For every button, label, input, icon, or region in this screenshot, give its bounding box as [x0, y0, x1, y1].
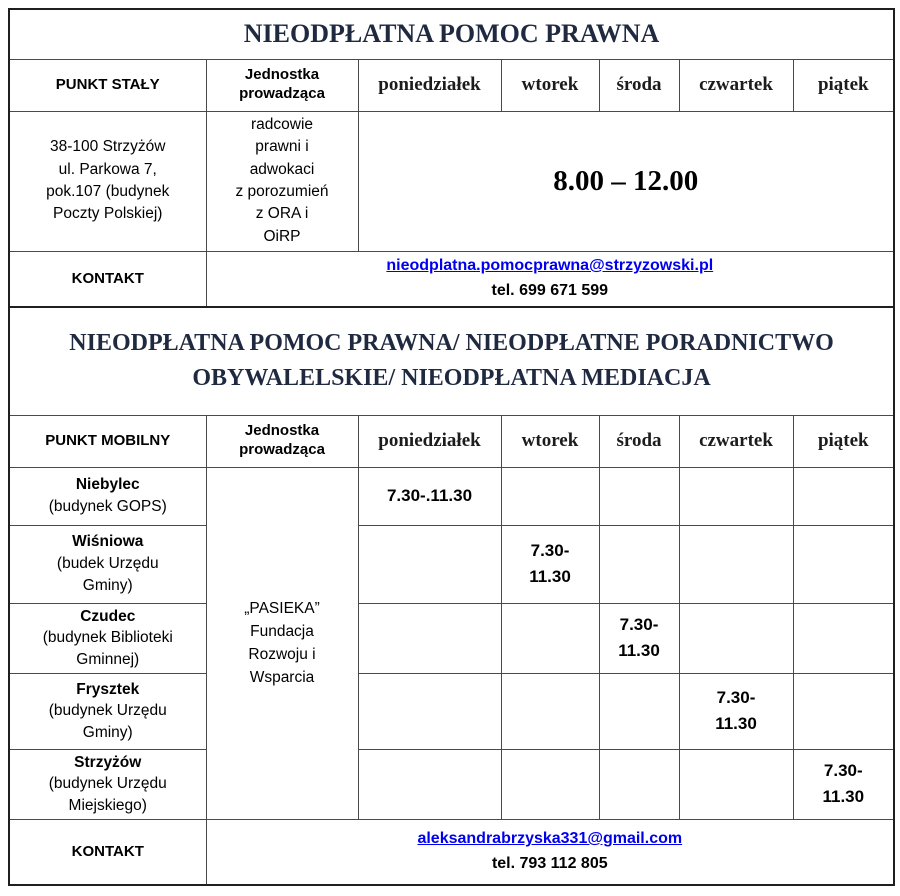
- location-cell-wisniowa: [9, 525, 206, 603]
- location-name: Wiśniowa: [72, 533, 144, 551]
- time-cell-wisniowa-wtorek: 7.30- 11.30: [501, 525, 599, 603]
- table2-email-link[interactable]: aleksandrabrzyska331@gmail.com: [417, 830, 683, 848]
- empty-cell: [599, 525, 679, 603]
- table1-header-day-piatek: piątek: [793, 59, 894, 111]
- empty-cell: [501, 467, 599, 525]
- empty-cell: [358, 603, 501, 673]
- table2-row-czudec: [9, 603, 894, 673]
- empty-cell: [679, 467, 793, 525]
- table2-header-day-piatek: piątek: [793, 415, 894, 467]
- table1-title-row: [9, 9, 894, 59]
- table2-header-day-sroda: środa: [599, 415, 679, 467]
- table2-row-strzyzow: [9, 749, 894, 819]
- time-cell-frysztek-czwartek: 7.30- 11.30: [679, 673, 793, 749]
- time-cell-czudec-sroda: 7.30- 11.30: [599, 603, 679, 673]
- table1-phone: tel. 699 671 599: [491, 281, 609, 299]
- table1-kontakt-row: [9, 251, 894, 307]
- location-sub: (budynek Urzędu Gminy): [48, 702, 167, 741]
- punkt-mobilny-provider: „PASIEKA” Fundacja Rozwoju i Wsparcia: [206, 467, 358, 819]
- table1-header-day-czwartek: czwartek: [679, 59, 793, 111]
- empty-cell: [358, 525, 501, 603]
- time-cell-niebylec-poniedzialek: 7.30-.11.30: [358, 467, 501, 525]
- location-sub: (budynek GOPS): [48, 498, 167, 515]
- table1-title: NIEODPŁATNA POMOC PRAWNA: [9, 9, 894, 59]
- table2-header-day-czwartek: czwartek: [679, 415, 793, 467]
- table2-kontakt-label: KONTAKT: [9, 819, 206, 885]
- table1-kontakt-label: KONTAKT: [9, 251, 206, 307]
- table1-header-day-wtorek: wtorek: [501, 59, 599, 111]
- table2-title-line2: OBYWALELSKIE/ NIEODPŁATNA MEDIACJA: [192, 365, 711, 392]
- table2-title: [9, 307, 894, 415]
- empty-cell: [679, 525, 793, 603]
- empty-cell: [679, 603, 793, 673]
- table2-title-row: [9, 307, 894, 415]
- empty-cell: [599, 673, 679, 749]
- table1-header-day-poniedzialek: poniedziałek: [358, 59, 501, 111]
- location-name: Niebylec: [75, 476, 140, 494]
- table1-header-day-sroda: środa: [599, 59, 679, 111]
- empty-cell: [679, 749, 793, 819]
- empty-cell: [599, 749, 679, 819]
- empty-cell: [793, 673, 894, 749]
- table1-header-punkt-staly: PUNKT STAŁY: [9, 59, 206, 111]
- punkt-staly-hours: 8.00 – 12.00: [358, 111, 894, 251]
- location-name: Strzyżów: [74, 753, 142, 771]
- location-sub: (budynek Biblioteki Gminnej): [42, 629, 173, 668]
- table2-row-frysztek: [9, 673, 894, 749]
- empty-cell: [501, 749, 599, 819]
- empty-cell: [358, 749, 501, 819]
- empty-cell: [793, 467, 894, 525]
- table1-header-row: [9, 59, 894, 111]
- table2-kontakt-row: [9, 819, 894, 885]
- table2-header-punkt-mobilny: PUNKT MOBILNY: [9, 415, 206, 467]
- empty-cell: [501, 603, 599, 673]
- empty-cell: [599, 467, 679, 525]
- location-cell-niebylec: [9, 467, 206, 525]
- time-cell-strzyzow-piatek: 7.30- 11.30: [793, 749, 894, 819]
- table2-header-jednostka: Jednostka prowadząca: [206, 415, 358, 467]
- location-sub: (budynek Urzędu Miejskiego): [48, 775, 167, 814]
- table1-email-link[interactable]: nieodplatna.pomocprawna@strzyzowski.pl: [386, 256, 714, 274]
- location-name: Frysztek: [76, 680, 140, 698]
- location-name: Czudec: [80, 607, 136, 625]
- table1-header-jednostka: Jednostka prowadząca: [206, 59, 358, 111]
- punkt-staly-provider: radcowie prawni i adwokaci z porozumień z ORA i OiRP: [206, 111, 358, 251]
- empty-cell: [501, 673, 599, 749]
- table2-title-line1: NIEODPŁATNA POMOC PRAWNA/ NIEODPŁATNE PORADNICTWO: [69, 330, 834, 357]
- table2-header-row: [9, 415, 894, 467]
- empty-cell: [358, 673, 501, 749]
- location-cell-strzyzow: [9, 749, 206, 819]
- legal-aid-schedule-table: [8, 8, 895, 886]
- empty-cell: [793, 603, 894, 673]
- table1-data-row: [9, 111, 894, 251]
- table2-header-day-poniedzialek: poniedziałek: [358, 415, 501, 467]
- location-cell-czudec: [9, 603, 206, 673]
- punkt-staly-address: 38-100 Strzyżów ul. Parkowa 7, pok.107 (budynek Poczty Polskiej): [9, 111, 206, 251]
- table2-row-wisniowa: [9, 525, 894, 603]
- table2-phone: tel. 793 112 805: [491, 854, 608, 872]
- table2-kontakt-cell: [206, 819, 894, 885]
- table1-kontakt-cell: [206, 251, 894, 307]
- table2-row-niebylec: [9, 467, 894, 525]
- location-cell-frysztek: [9, 673, 206, 749]
- empty-cell: [793, 525, 894, 603]
- location-sub: (budek Urzędu Gminy): [56, 555, 159, 594]
- table2-header-day-wtorek: wtorek: [501, 415, 599, 467]
